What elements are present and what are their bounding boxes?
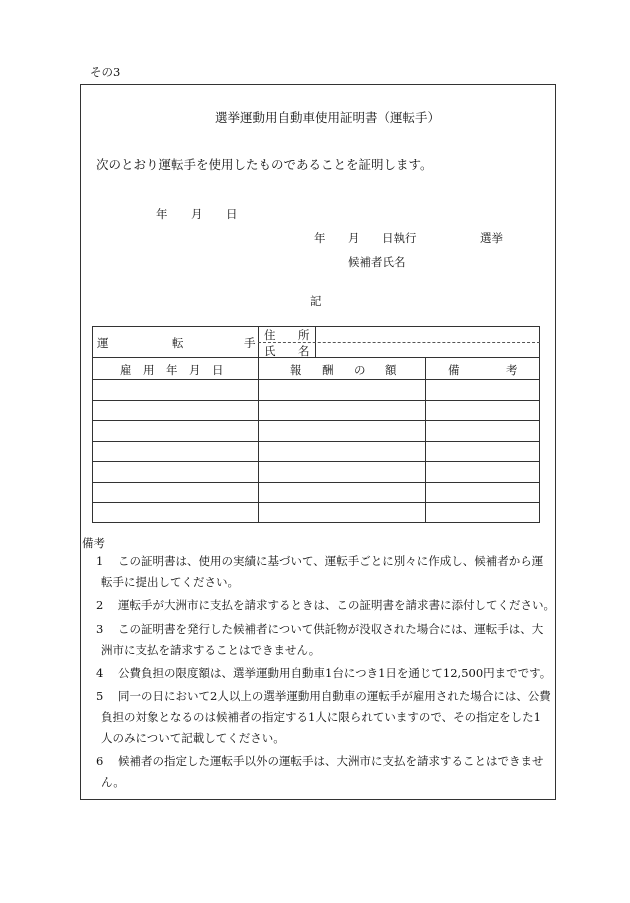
driver-label-char: 手	[244, 336, 256, 350]
driver-label-char: 運	[97, 336, 109, 350]
note-number: 2	[96, 598, 104, 612]
table-row-line	[92, 502, 540, 503]
header-hire-date-char: 月	[189, 363, 201, 377]
note-line: 公費負担の限度額は、選挙運動用自動車1台につき1日を通じて12,500円までです。	[118, 666, 552, 680]
document-title: 選挙運動用自動車使用証明書（運転手）	[215, 110, 441, 125]
note-number: 5	[96, 689, 104, 703]
name-label-char: 氏	[264, 344, 276, 358]
page-label: その3	[90, 65, 121, 79]
table-row-line	[92, 441, 540, 442]
header-remarks-char: 考	[506, 363, 518, 377]
table-divider	[258, 357, 259, 523]
note-line: 運転手が大洲市に支払を請求するときは、この証明書を請求書に添付してください。	[118, 598, 555, 612]
note-line: 負担の対象となるのは候補者の指定する1人に限られていますので、その指定をした1	[101, 710, 541, 724]
address-label-char: 所	[298, 328, 310, 342]
table-divider	[425, 357, 426, 523]
header-remuneration-char: 報	[290, 363, 302, 377]
usage-table	[92, 326, 540, 523]
note-line: ん。	[101, 775, 125, 789]
candidate-name-label: 候補者氏名	[348, 255, 406, 269]
ki-label: 記	[310, 294, 322, 308]
date-month-label: 月	[191, 207, 203, 221]
note-number: 1	[96, 554, 104, 568]
date-day-label: 日	[226, 207, 238, 221]
table-row-line	[92, 482, 540, 483]
remarks-heading: 備考	[82, 536, 105, 550]
header-remuneration-char: 酬	[322, 363, 334, 377]
table-row-line	[92, 379, 540, 380]
table-row-line	[92, 461, 540, 462]
address-label-char: 住	[264, 328, 276, 342]
note-line: この証明書は、使用の実績に基づいて、運転手ごとに別々に作成し、候補者から運	[118, 554, 544, 568]
note-number: 6	[96, 754, 104, 768]
election-day-label: 日執行	[382, 231, 417, 245]
header-remuneration-char: の	[354, 363, 366, 377]
name-label-char: 名	[298, 344, 310, 358]
table-divider	[92, 357, 540, 358]
certification-statement: 次のとおり運転手を使用したものであることを証明します。	[96, 157, 433, 172]
note-line: 洲市に支払を請求することはできません。	[101, 643, 321, 657]
header-hire-date-char: 用	[143, 363, 155, 377]
note-number: 4	[96, 666, 104, 680]
note-number: 3	[96, 622, 104, 636]
header-hire-date-char: 日	[212, 363, 224, 377]
election-month-label: 月	[348, 231, 360, 245]
table-row-line	[92, 400, 540, 401]
header-hire-date-char: 雇	[120, 363, 132, 377]
driver-label-char: 転	[172, 336, 184, 350]
header-remarks-char: 備	[448, 363, 460, 377]
date-year-label: 年	[156, 207, 168, 221]
note-line: 人のみについて記載してください。	[101, 731, 285, 745]
note-line: 転手に提出してください。	[101, 575, 239, 589]
note-line: 候補者の指定した運転手以外の運転手は、大洲市に支払を請求することはできませ	[118, 754, 544, 768]
header-remuneration-char: 額	[385, 363, 397, 377]
election-name-label: 選挙	[480, 231, 503, 245]
election-year-label: 年	[314, 231, 326, 245]
note-line: この証明書を発行した候補者について供託物が没収された場合には、運転手は、大	[118, 622, 544, 636]
note-line: 同一の日において2人以上の選挙運動用自動車の運転手が雇用された場合には、公費	[118, 689, 551, 703]
header-hire-date-char: 年	[166, 363, 178, 377]
table-row-line	[92, 420, 540, 421]
